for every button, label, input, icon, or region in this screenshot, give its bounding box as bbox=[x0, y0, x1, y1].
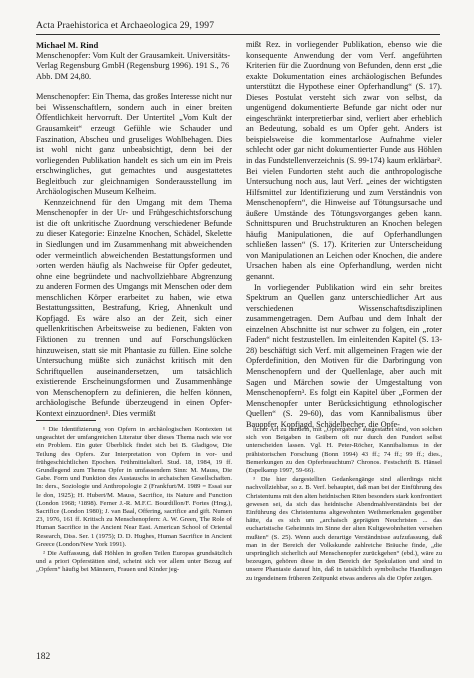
left-body-text bbox=[36, 92, 232, 419]
footnote: licher Art zu handeln, mit „Opfergaben“ ausgestattet sind, von solchen sich von Beigaben in Gräbern oft nur durch den Fundort selbst unterscheiden lassen. Vgl. H. Peter-Röcher, Kannibalismus in der prähistorischen Forschung (Bonn 1994) 43 ff.; 74 ff.; 99 ff.; dies., Bemerkungen zu den Opferbrauchtum? Chronos. Festschrift B. Hänsel (Espelkamp 1997, 59-66). bbox=[246, 426, 442, 475]
reviewer-name: Michael M. Rind bbox=[36, 40, 99, 50]
right-body-text bbox=[246, 40, 442, 430]
review-heading bbox=[36, 40, 232, 82]
footnotes-right bbox=[246, 426, 442, 584]
running-head: Acta Praehistorica et Archaeologica 29, 1997 bbox=[36, 20, 215, 31]
footnote: ¹ Die Identifizierung von Opfern in archäologischen Kontexten ist ungeachtet der umfangreichen Literatur über dieses Thema nach wie vor ein Problem. Ein guter Überblick findet sich bei B. Gladigow, Die Teilung des Opfers. Zur Interpretation von Opfern in vor- und frühgeschichtlichen Epochen. Frühmittelalterl. Stud. 18, 1984, 19 ff. Grundlegend zum Thema Opfer in umfassendem Sinn: M. Mauss, Die Gabe. Form und Funktion des Austauschs in archaischen Gesellschaften. In: ders., Soziologie und Anthropologie 2 (Frankfurt/M. 1989 = Essai sur le don, 1925); H. Hubert/M. Mauss, Sacrifice, its Nature and Function (London 1968; ¹1898). Ferner J.-R. M.F.C. Bourdillon/F. Fortes (Hrsg.), Sacrifice (London 1980); J. van Baal, Offering, sacrifice and gift. Numen 23, 1976, 161 ff. Kritisch zu Menschenopfern: A. W. Green, The Role of Human Sacrifice in the Ancient Near East. American School of Oriental Research, Diss. Ser. 1 (1975); D. D. Hughes, Human Sacrifice in Ancient Greece (London/New York 1991). bbox=[36, 426, 232, 548]
footnote: ² Die Auffassung, daß Höhlen in großen Teilen Europas grundsätzlich und a priori Opferstätten sind, scheint sich vor allem unter Bezug auf „Opfern“ häufig bei Männern, Frauen und Kinder jeg- bbox=[36, 550, 232, 574]
left-column bbox=[36, 40, 232, 419]
right-column bbox=[246, 40, 442, 430]
footnote: ³ Die hier dargestellten Gedankengänge sind allerdings nicht nachvollziehbar, so z. B. Verf. behauptet, daß man bei der Einführung des Christentums mit den alten heidnischen Riten besonders stark konfrontiert gewesen sei, da sich das heidnische Abendmahlverständnis bei der Einführung des Christentums altgewohnten Weihmerkmalen gegenüber hätte, da es sich um „archaisch geprägten Neuchristen ... das eucharistische Geheimnis im Sinne der alten Kultgewohnheiten versehen mußten“ (S. 25). Wenn auch derartige Verständnisse aufzufassung, daß man in der Bereich der Volkskunde zahlreiche Bräuche finde, „die ursprünglich sicherlich auf Menschenopfer zurückgehen“ (ebd.), wäre zu bezeugen, gehören diese in den Bereich der Spekulation und sind in unsere Phantasie darauf hin, daß in tatsächlich symbolische Handlungen zu irgendeinem früheren Zeitpunkt etwas anderes als die Opfer zeigen. bbox=[246, 476, 442, 582]
book-bibliography: Menschenopfer: Vom Kult der Grausamkeit. Universitäts-Verlag Regensburg GmbH (Regensburg 1996). 191 S., 76 Abb. DM 24,80. bbox=[36, 50, 231, 81]
body-paragraph: Kennzeichnend für den Umgang mit dem Thema Menschenopfer in der Ur- und Frühgeschichtsforschung ist die oft unkritische Zuordnung verschiedener Befunde zu dieser Kategorie: Einzelne Knochen, Schädel, Skelette in Siedlungen und im Zusammenhang mit abweichenden oder vermeintlich abweichenden Bestattungsformen und ›orten werden häufig als Nachweise für Opfer gedeutet, ohne eine begründete und nachvollziehbare Abgrenzung zu anderen Formen des Umgangs mit Menschen oder dem menschlichen Körper erarbeitet zu haben, wie etwa Bestattungssitten, Bestrafung, Krieg, Ahnenkult und Kopfjagd. Es wäre also an der Zeit, sich einer quellenkritischen Arbeitsweise zu bedienen, Fakten von Fiktionen zu trennen und auf Forschungslücken hinzuweisen, statt sie mit Phantasie zu füllen. Eine solche Untersuchung müßte sich zunächst kritisch mit den Schriftquellen auseinandersetzen, um tatsächlich existierende Erscheinungsformen und Zusammenhänge von Menschenopfern zu definieren, die helfen können, archäologische Befunde überzeugend in einen Opfer-Kontext einzuordnen¹. Dies vermißt bbox=[36, 197, 232, 418]
page-number: 182 bbox=[36, 652, 51, 662]
body-paragraph: In vorliegender Publikation wird ein sehr breites Spektrum an Quellen ganz unterschiedlicher Art aus verschiedenen Wissenschaftsdisziplinen zusammengetragen. Dem Aufbau und dem Inhalt der einzelnen Abschnitte ist nur schwer zu folgen, ein „roter Faden“ nicht festzustellen. Im einleitenden Kapitel (S. 13-28) beschäftigt sich Verf. mit allgemeinen Fragen wie der Opferdefinition, den Motiven für die Darbringung von Menschenopfern und der Quellenlage, aber auch mit Sagen und Märchen sowie der Umgestaltung von Menschenopfern³. Es folgt ein Kapitel über „Formen der Menschenopfer unter Berücksichtigung ethnologischer Quellen“ (S. 29-60), das vom Kannibalismus über Bauopfer, Kopfjagd, Schädelbecher, die Opfe- bbox=[246, 282, 442, 429]
header-rule bbox=[36, 34, 440, 35]
footnote-rule bbox=[36, 420, 96, 421]
body-paragraph: Menschenopfer: Ein Thema, das großes Interesse nicht nur bei Wissenschaftlern, sondern auch in einer breiten Öffentlichkeit hervorruft. Der Untertitel „Vom Kult der Grausamkeit“ erzeugt Gefühle wie Schauder und Faszination, Abscheu und gruseliges Wohlbehagen. Dies ist wohl nicht ganz unbeabsichtigt, denn bei der vorliegenden Publikation handelt es sich um ein im Preis erschwingliches, gut gemachtes und ausgestattetes Begleitbuch zur gleichnamigen Sonderausstellung im Archäologischen Museum Kelheim. bbox=[36, 92, 232, 197]
footnotes-left bbox=[36, 426, 232, 576]
body-paragraph: mißt Rez. in vorliegender Publikation, ebenso wie die konsequente Anwendung der vom Verf. angeführten Kriterien für die Zuordnung von Befunden, denn erst „die exakte Dokumentation eines archäologischen Befundes unterstützt die Hypothese einer Opferhandlung“ (S. 17). Dieses Postulat versteht sich zwar von selbst, da ungenügend dokumentierte Befunde gar nicht oder nur eingeschränkt interpretierbar sind, verliert aber erheblich an Bedeutung, sobald es um Opfer geht. Anders ist beispielsweise die kommentarlose Aufnahme vieler schlecht oder gar nicht dokumentierter Funde aus Höhlen in das Fundstellenverzeichnis (S. 99-174) kaum erklärbar². Bei vielen Fundorten steht auch die anthropologische Untersuchung noch aus, laut Verf. „eines der wichtigsten Hilfsmittel zur Identifizierung und zum Verständnis von Menschenopfern“, die Hinweise auf Tötungsursache und äußere Umstände des Tötungsvorganges geben kann. Schnittspuren und Bruchstrukturen an Knochen belegen häufig Manipulationen, die auf Opferhandlungen schließen lassen“ (S. 17). Kriterien zur Unterscheidung von Manipulationen an Leichen oder Knochen, die andere Ursachen haben als eine Opferhandlung, werden nicht genannt. bbox=[246, 40, 442, 282]
